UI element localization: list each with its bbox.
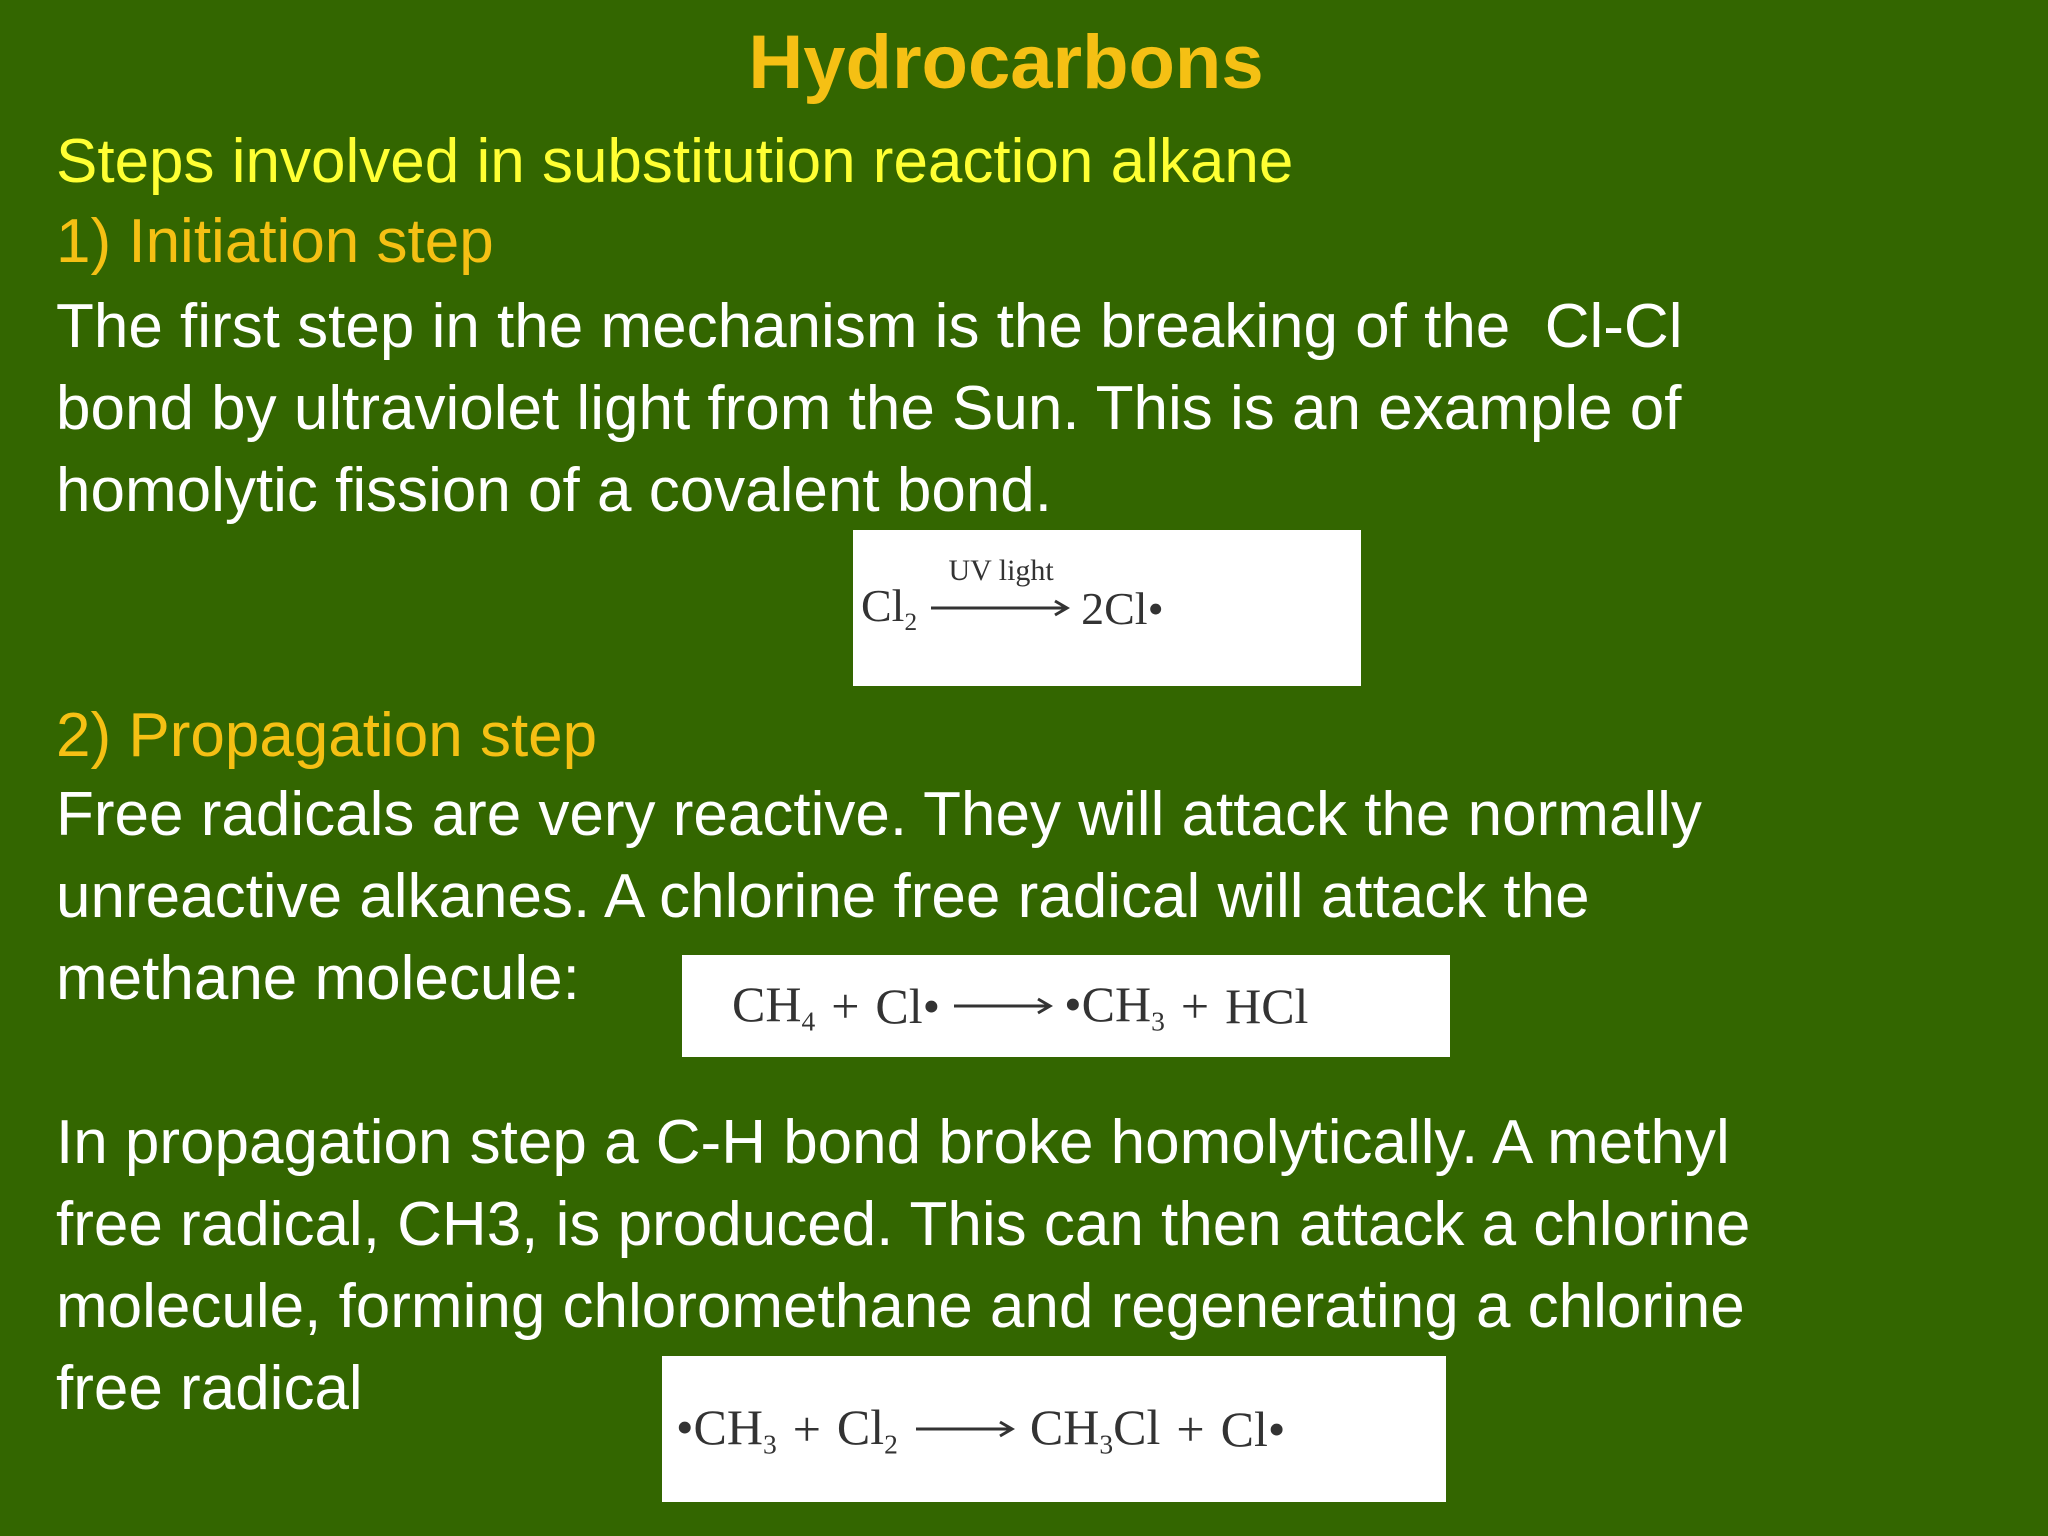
initiation-line: homolytic fission of a covalent bond. bbox=[56, 456, 1052, 525]
eq2-product-methyl-radical: $•CH_3$ bbox=[1064, 975, 1165, 1037]
eq2-arrow bbox=[954, 996, 1054, 1016]
eq2-reactant-methane: $CH_4$ bbox=[732, 975, 816, 1037]
eq3-arrow bbox=[916, 1419, 1016, 1439]
propagation-equation-2 bbox=[662, 1356, 1446, 1502]
explanation-line: molecule, forming chloromethane and regenerating a chlorine bbox=[56, 1272, 1745, 1341]
initiation-equation bbox=[853, 530, 1361, 686]
right-arrow-icon bbox=[954, 996, 1054, 1016]
eq2-reactant-chlorine-radical: Cl• bbox=[875, 978, 941, 1034]
propagation-heading: 2) Propagation step bbox=[56, 701, 598, 770]
eq3-reactant-chlorine: $Cl_2$ bbox=[836, 1398, 898, 1460]
eq2-plus: + bbox=[831, 978, 860, 1034]
eq1-reactant: $Cl_2$ bbox=[861, 580, 918, 636]
right-arrow-icon bbox=[916, 1419, 1016, 1439]
propagation-line: unreactive alkanes. A chlorine free radical will attack the bbox=[56, 862, 1590, 931]
eq1-product: 2Cl• bbox=[1081, 582, 1164, 634]
eq2-product-hcl: HCl bbox=[1225, 978, 1309, 1034]
slide-title: Hydrocarbons bbox=[748, 20, 1264, 105]
eq3-plus: + bbox=[792, 1401, 821, 1457]
eq3-reactant-methyl-radical: $•CH_3$ bbox=[676, 1398, 777, 1460]
slide-subtitle: Steps involved in substitution reaction alkane bbox=[56, 127, 1294, 196]
propagation-line: methane molecule: bbox=[56, 944, 580, 1013]
initiation-paragraph bbox=[56, 286, 1682, 532]
initiation-line: The first step in the mechanism is the breaking of the Cl-Cl bbox=[56, 292, 1683, 361]
initiation-line: bond by ultraviolet light from the Sun. This is an example of bbox=[56, 374, 1682, 443]
right-arrow-icon bbox=[931, 598, 1071, 618]
eq2-plus: + bbox=[1180, 978, 1210, 1034]
explanation-line: free radical, CH3, is produced. This can then attack a chlorine bbox=[56, 1190, 1751, 1259]
eq1-arrow-label: UV light bbox=[948, 554, 1054, 587]
propagation-equation-1 bbox=[682, 955, 1450, 1057]
eq3-product-chlorine-radical: Cl• bbox=[1220, 1401, 1286, 1457]
explanation-line: free radical bbox=[56, 1354, 363, 1423]
eq3-plus: + bbox=[1176, 1401, 1205, 1457]
initiation-heading: 1) Initiation step bbox=[56, 207, 494, 276]
explanation-line: In propagation step a C-H bond broke homolytically. A methyl bbox=[56, 1108, 1730, 1177]
propagation-line: Free radicals are very reactive. They will attack the normally bbox=[56, 780, 1702, 849]
eq1-arrow bbox=[931, 554, 1071, 618]
eq3-product-chloromethane: $CH_3Cl$ bbox=[1029, 1398, 1161, 1460]
